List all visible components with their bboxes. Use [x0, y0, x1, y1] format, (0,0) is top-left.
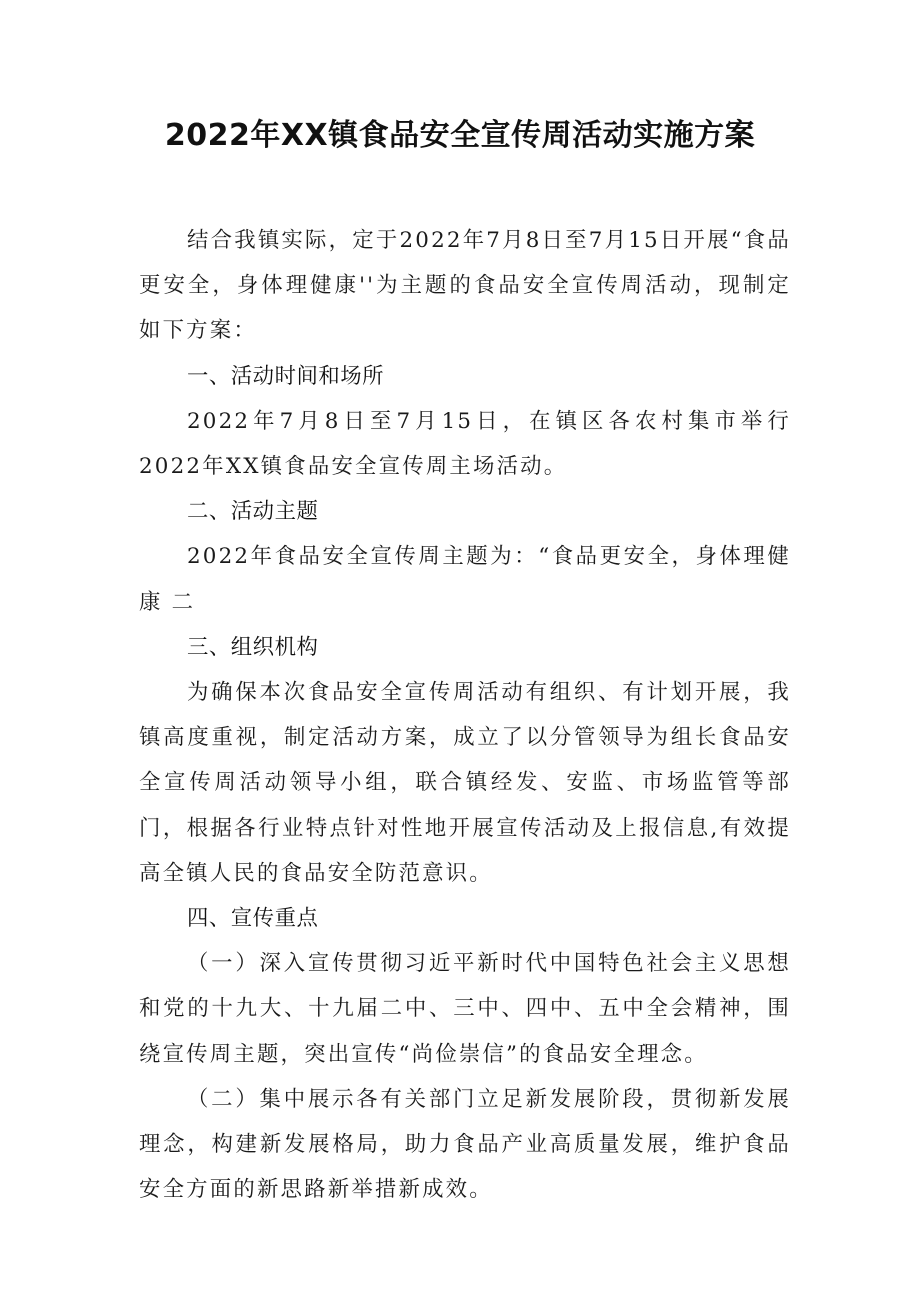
- section-heading: 四、宣传重点: [187, 906, 319, 932]
- section-paragraph: 为确保本次食品安全宣传周活动有组织、有计划开展，我镇高度重视，制定活动方案，成立了以分管领导为组长食品安全宣传周活动领导小组，联合镇经发、安监、市场监管等部门，根据各行业特点针对性地开展宣传活动及上报信息,有效提高全镇人民的食品安全防范意识。: [139, 680, 791, 886]
- document-title: 2022年XX镇食品安全宣传周活动实施方案: [164, 118, 756, 153]
- section-heading: 三、组织机构: [187, 634, 319, 660]
- section-heading: 二、活动主题: [187, 499, 319, 525]
- document-body: [139, 218, 791, 1212]
- section-heading: 一、活动时间和场所: [187, 363, 385, 389]
- section-paragraph: 2022年7月8日至7月15日，在镇区各农村集市举行2022年XX镇食品安全宣传周主场活动。: [139, 408, 791, 480]
- section-publicity-focus: [139, 896, 791, 1212]
- section-paragraph: （二）集中展示各有关部门立足新发展阶段，贯彻新发展理念，构建新发展格局，助力食品产业高质量发展，维护食品安全方面的新思路新举措新成效。: [139, 1086, 791, 1203]
- section-activity-theme: [139, 489, 791, 625]
- section-organization: [139, 625, 791, 896]
- section-paragraph: （一）深入宣传贯彻习近平新时代中国特色社会主义思想和党的十九大、十九届二中、三中、四中、五中全会精神，围绕宣传周主题，突出宣传“尚俭崇信”的食品安全理念。: [139, 951, 791, 1067]
- section-paragraph: 2022年食品安全宣传周主题为：“食品更安全，身体理健康 二: [139, 544, 791, 615]
- intro-paragraph: 结合我镇实际，定于2022年7月8日至7月15日开展“食品更安全，身体理健康''为主题的食品安全宣传周活动，现制定如下方案：: [139, 228, 791, 344]
- section-activity-time: [139, 354, 791, 490]
